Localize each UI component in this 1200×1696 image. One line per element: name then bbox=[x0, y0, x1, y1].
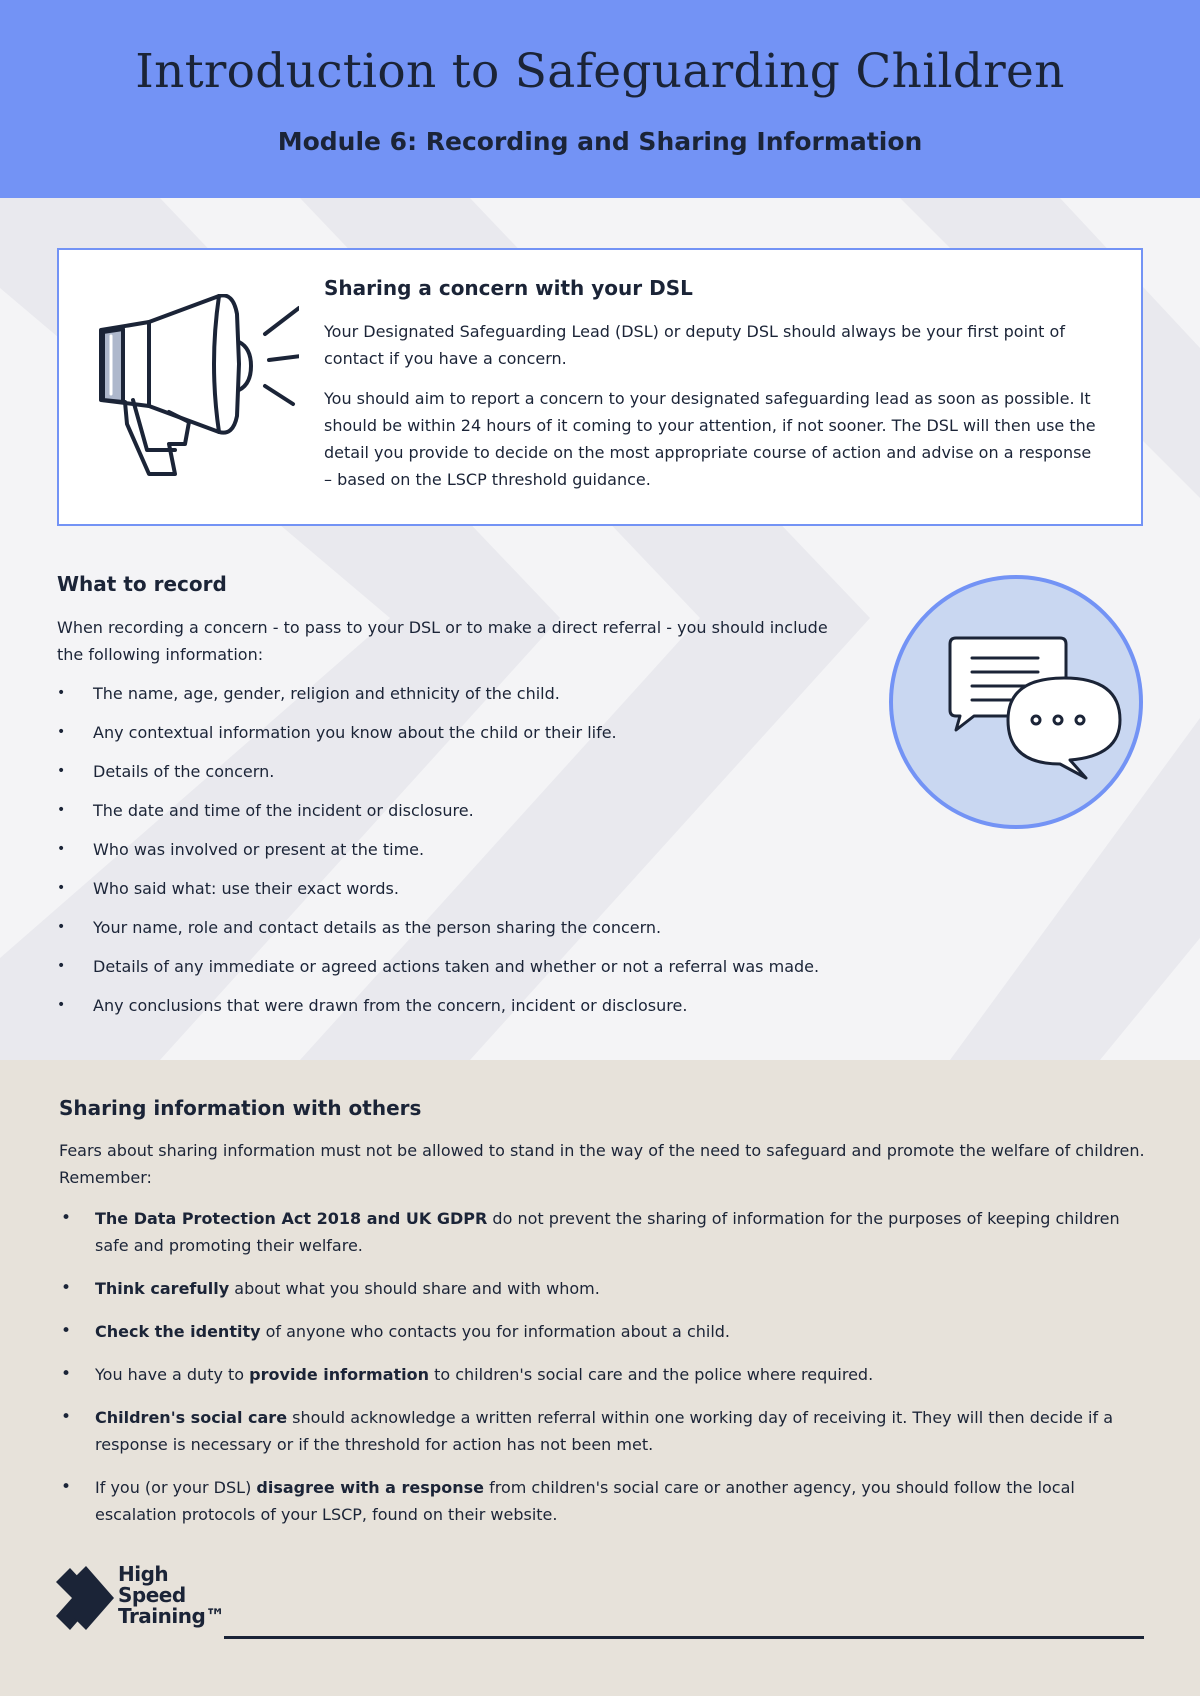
list-item bbox=[59, 1275, 1149, 1302]
list-item: • The name, age, gender, religion and ethnicity of the child. bbox=[57, 680, 877, 707]
list-item-text: about what you should share and with whom. bbox=[229, 1279, 600, 1298]
list-item: • Your name, role and contact details as the person sharing the concern. bbox=[57, 914, 877, 941]
logo-line: Speed bbox=[118, 1583, 186, 1607]
logo-wordmark bbox=[118, 1564, 225, 1627]
sharing-intro: Fears about sharing information must not be allowed to stand in the way of the need to safeguard and promote the welfare of children. Remember: bbox=[59, 1141, 1145, 1187]
what-to-record-section bbox=[57, 572, 877, 1031]
page-header bbox=[0, 0, 1200, 198]
list-item bbox=[59, 1474, 1149, 1528]
chevron-logo-icon bbox=[56, 1564, 116, 1634]
record-intro: When recording a concern - to pass to your DSL or to make a direct referral - you should include the following information: bbox=[57, 618, 828, 664]
list-item-text: should acknowledge a written referral within one working day of receiving it. They will then decide if a response is necessary or if the threshold for action has not been met. bbox=[95, 1408, 1114, 1454]
list-item: • The date and time of the incident or disclosure. bbox=[57, 797, 877, 824]
list-item: • Who was involved or present at the time. bbox=[57, 836, 877, 863]
page-title: Introduction to Safeguarding Children bbox=[135, 44, 1065, 99]
dsl-paragraph-1: Your Designated Safeguarding Lead (DSL) or deputy DSL should always be your first point of contact if you have a concern. bbox=[324, 322, 1065, 368]
high-speed-training-logo bbox=[56, 1562, 225, 1634]
list-item: • Details of the concern. bbox=[57, 758, 877, 785]
dsl-paragraph-2: You should aim to report a concern to your designated safeguarding lead as soon as possible. It should be within 24 hours of it coming to your attention, if not sooner. The DSL will then use the detail you provide to decide on the most appropriate course of action and advise on a response – based on the LSCP threshold guidance. bbox=[324, 389, 1096, 489]
footer-divider bbox=[224, 1636, 1144, 1639]
list-item-emphasis: Check the identity bbox=[95, 1322, 261, 1341]
list-item: • Details of any immediate or agreed actions taken and whether or not a referral was made. bbox=[57, 953, 877, 980]
list-item-emphasis: provide information bbox=[249, 1365, 429, 1384]
list-item-text: If you (or your DSL) bbox=[95, 1478, 257, 1497]
list-item-text: of anyone who contacts you for information about a child. bbox=[260, 1322, 731, 1341]
module-subtitle: Module 6: Recording and Sharing Information bbox=[277, 127, 923, 156]
sharing-list bbox=[59, 1205, 1149, 1528]
list-item-emphasis: Children's social care bbox=[95, 1408, 288, 1427]
chat-bubbles-icon bbox=[888, 574, 1144, 830]
record-list bbox=[57, 680, 877, 1019]
sharing-heading: Sharing information with others bbox=[59, 1096, 422, 1120]
logo-line: High bbox=[118, 1562, 169, 1586]
dsl-heading: Sharing a concern with your DSL bbox=[324, 276, 693, 300]
list-item-emphasis: disagree with a response bbox=[256, 1478, 484, 1497]
record-heading: What to record bbox=[57, 572, 227, 596]
list-item-text: from children's social care or another agency, you should follow the local escalation protocols of your LSCP, found on their website. bbox=[95, 1478, 1075, 1524]
megaphone-icon bbox=[89, 294, 299, 479]
list-item bbox=[59, 1361, 1149, 1388]
list-item: • Any conclusions that were drawn from the concern, incident or disclosure. bbox=[57, 992, 877, 1019]
logo-line: Training™ bbox=[118, 1604, 225, 1628]
list-item-emphasis: The Data Protection Act 2018 and UK GDPR bbox=[95, 1209, 488, 1228]
list-item-text: You have a duty to bbox=[95, 1365, 250, 1384]
list-item-text: to children's social care and the police where required. bbox=[429, 1365, 874, 1384]
list-item: • Who said what: use their exact words. bbox=[57, 875, 877, 902]
list-item bbox=[59, 1404, 1149, 1458]
list-item: • Any contextual information you know about the child or their life. bbox=[57, 719, 877, 746]
list-item-text: do not prevent the sharing of information for the purposes of keeping children safe and promoting their welfare. bbox=[95, 1209, 1120, 1255]
dsl-callout-box bbox=[57, 248, 1143, 526]
list-item bbox=[59, 1205, 1149, 1259]
list-item bbox=[59, 1318, 1149, 1345]
list-item-emphasis: Think carefully bbox=[95, 1279, 230, 1298]
